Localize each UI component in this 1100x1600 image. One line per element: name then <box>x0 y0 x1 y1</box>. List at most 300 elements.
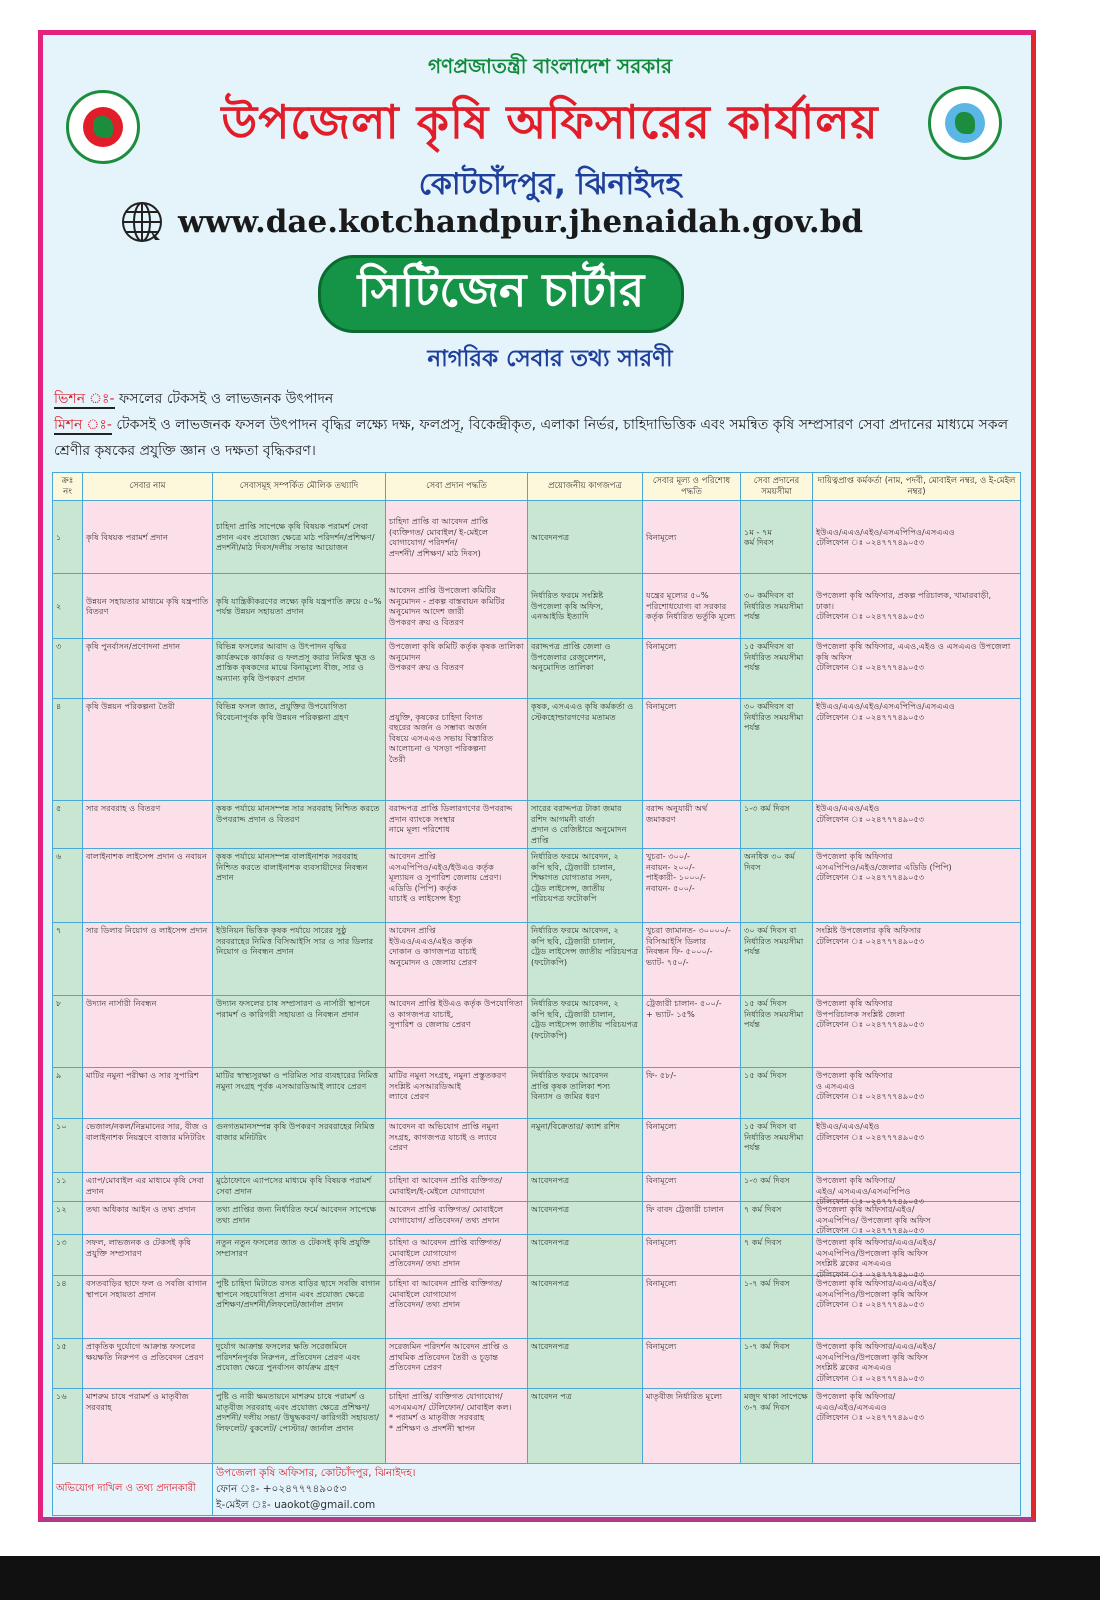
table-cell <box>83 1389 213 1464</box>
cell-service-info: ইউনিয়ন ভিত্তিক কৃষক পর্যায়ে সারের সুষ্ঠু সরবরাহের নিমিত্ত বিসিআইসি সার ও সার ডিলার নিয়োগ ও নিবন্ধন প্রদান <box>216 925 374 956</box>
cell-required-documents: আবেদন পত্র <box>531 1391 572 1401</box>
complaint-contact <box>213 1464 1021 1516</box>
cell-service-info: কৃষক পর্যায়ে মানসম্পন্ন সার সরবরাহ নিশ্চিত করতে উপবরাদ্দ প্রদান ও বিতরণ <box>216 803 380 824</box>
table-cell <box>643 923 741 996</box>
table-cell <box>643 1276 741 1339</box>
table-cell <box>528 699 643 801</box>
table-cell <box>53 1202 83 1235</box>
cell-service-fee: ফি বাবদ ট্রেজারী চালান <box>646 1204 724 1214</box>
table-cell <box>643 1119 741 1173</box>
cell-service-info: বিভিন্ন ফসল জাত, প্রযুক্তির উপযোগিতা বিবেচনাপূর্বক কৃষি উন্নয়ন পরিকল্পনা গ্রহণ <box>216 701 349 722</box>
table-row <box>53 574 1021 639</box>
table-cell <box>643 996 741 1068</box>
cell-required-documents: আবেদনপত্র <box>531 1237 570 1247</box>
table-row <box>53 1339 1021 1389</box>
cell-service-info: পুষ্টি ও নারী ক্ষমতায়নে মাশরুম চাষে পরামর্শ ও মাতৃবীজ সরবরাহ এবং প্রযোজ্য ক্ষেত্রে প্রশিক্ষণ/ প্রদর্শনী/ দলীয় সভা/ উদ্বুদ্ধকরণ/ কারিগরী সহায়তা/ লিফলেট/ বুকলেট/ পোস্টার/ জার্নাল প্রদান <box>216 1391 380 1433</box>
table-cell <box>643 1389 741 1464</box>
table-cell <box>386 923 528 996</box>
table-cell <box>53 1389 83 1464</box>
cell-serial: ১৫ <box>56 1341 67 1351</box>
cell-service-name: প্রাকৃতিক দুর্যোগে আক্রান্ত ফসলের ক্ষয়ক্ষতি নিরুপণ ও প্রতিবেদন প্রেরণ <box>86 1341 204 1362</box>
cell-service-method: আবেদন বা অভিযোগ প্রাপ্তি নমুনা সংগ্রহ, কাগজপত্র যাচাই ও ল্যাবে প্রেরণ <box>389 1121 499 1152</box>
table-cell <box>386 1119 528 1173</box>
table-cell <box>213 1276 386 1339</box>
table-cell <box>213 1202 386 1235</box>
table-cell <box>83 501 213 574</box>
table-cell <box>741 501 813 574</box>
table-cell <box>813 1339 1021 1389</box>
cell-service-info: বিভিন্ন ফসলের আবাদ ও উৎপাদন বৃদ্ধির কার্যক্রমকে কার্যকর ও ফলপ্রসূ করার নিমিত্ত ক্ষুদ্র ও প্রান্তিক কৃষকদের মাঝে বিনামূল্যে বীজ, সার ও অন্যান্য কৃষি উপকরণ প্রদান <box>216 641 376 683</box>
cell-service-method: বরাদ্দপত্র প্রাপ্তি ডিলারগণের উপবরাদ্দ প্রদান ব্যাংকে সংস্থার নামে মূল্য পরিশোধ <box>389 803 513 834</box>
table-cell <box>386 639 528 699</box>
table-cell <box>213 996 386 1068</box>
cell-service-fee: ফি- ৫৮/- <box>646 1070 677 1080</box>
cell-service-info: উদ্যান ফসলের চাষ সম্প্রসারণ ও নার্সারী স্থাপনে পরামর্শ ও কারিগরী সহায়তা ও নিবন্ধন প্রদান <box>216 998 370 1019</box>
table-cell <box>528 1119 643 1173</box>
table-cell <box>741 699 813 801</box>
contact-office: উপজেলা কৃষি অফিসার, কোটচাঁদপুর, ঝিনাইদহ। <box>216 1467 416 1479</box>
cell-service-fee: যন্ত্রের মূল্যের ৫০% পরিশোধযোগ্য বা সরকার কর্তৃক নির্ধারিত ভর্তুকি মূল্যে <box>646 590 736 622</box>
table-cell <box>813 801 1021 849</box>
cell-service-info: গুনগতমানসম্পন্ন কৃষি উপকরণ সরবরাহের নিমিত্ত বাজার মনিটরিং <box>216 1121 375 1142</box>
table-cell <box>213 501 386 574</box>
table-cell <box>83 1202 213 1235</box>
cell-service-name: উন্নয়ন সহায়তার মাধ্যমে কৃষি যন্ত্রপাতি বিতরণ <box>86 595 209 616</box>
header-serial: ক্রঃ নং <box>53 473 83 501</box>
contact-phone[interactable]: ফোন ঃ- +০২৪৭৭৭৪৯০৫৩ <box>216 1482 347 1495</box>
cell-responsible-officer: উপজেলা কৃষি অফিসার উপপরিচালক সংশ্লিষ্ট জেলা টেলিফোন ঃ ০২৪৭৭৭৪৯০৫৩ <box>816 998 925 1029</box>
cell-service-info: তথ্য প্রাপ্তির জন্য নির্ধারিত ফর্মে আবেদন সাপেক্ষে তথ্য প্রদান <box>216 1204 377 1225</box>
cell-service-fee: বরাদ্দ অনুযায়ী অর্থ জমাকরণ <box>646 803 708 824</box>
cell-required-documents: বরাদ্দপত্র প্রাপ্তি জেলা ও উপজেলার রেজুলেশন, অনুমোদিত তালিকা <box>531 641 611 672</box>
cell-service-method: উপজেলা কৃষি কমিটি কর্তৃক কৃষক তালিকা অনুমোদন উপকরণ ক্রয় ও বিতরণ <box>389 641 524 672</box>
cell-time-limit: ৩০ কর্মদিবস বা নির্ধারিত সময়সীমা পর্যন্ত <box>744 701 804 732</box>
table-cell <box>53 1235 83 1276</box>
table-cell <box>386 501 528 574</box>
cell-time-limit: ৭ কর্ম দিবস <box>744 1204 782 1214</box>
cell-service-name: বালাইনাশক লাইসেন্স প্রদান ও নবায়ন <box>86 851 208 861</box>
cell-responsible-officer: উপজেলা কৃষি অফিসার/এএও/এইও/ এসএপিপিও/উপজেলা কৃষি অফিস সংশ্লিষ্ট ব্লকের এসএএও টেলিফোন ঃ ০২৪৭৭৭৪৯০৫৩ <box>816 1341 936 1383</box>
cell-service-info: কৃষি যান্ত্রিকীকরণের লক্ষ্যে কৃষি যন্ত্রপাতি ক্রয়ে ৫০% পর্যন্ত উন্নয়ন সহায়তা প্রদান <box>216 595 382 616</box>
mission-label: মিশন ঃ- <box>54 417 112 433</box>
cell-time-limit: ১-৩ কর্ম দিবস <box>744 803 790 813</box>
table-row <box>53 1119 1021 1173</box>
table-cell <box>386 1202 528 1235</box>
website-url[interactable]: www.dae.kotchandpur.jhenaidah.gov.bd <box>178 204 864 240</box>
cell-serial: ১১ <box>56 1175 67 1185</box>
cell-serial: ১৬ <box>56 1391 67 1401</box>
cell-service-method: প্রযুক্তি, কৃষকের চাহিদা বিগত বছরের অর্জন ও সম্ভাব্য অর্জন বিষয়ে এসএএও সভায় বিস্তারিত আলোচনা ও খসড়া পরিকল্পনা তৈরী <box>389 711 494 764</box>
website-line <box>120 200 863 244</box>
table-cell <box>213 1119 386 1173</box>
table-cell <box>213 923 386 996</box>
table-cell <box>741 1339 813 1389</box>
table-cell <box>528 996 643 1068</box>
table-cell <box>813 1173 1021 1206</box>
table-cell <box>386 1235 528 1276</box>
table-cell <box>528 1235 643 1276</box>
table-cell <box>741 1068 813 1119</box>
cell-time-limit: ১৫ কর্মদিবস বা নির্ধারিত সময়সীমা পর্যন্ত <box>744 641 804 672</box>
table-cell <box>813 1119 1021 1173</box>
cell-service-fee: মাতৃবীজ নির্ধারিত মূল্যে <box>646 1391 722 1401</box>
table-cell <box>53 1276 83 1339</box>
cell-service-name: কৃষি উন্নয়ন পরিকল্পনা তৈরী <box>86 701 175 711</box>
cell-service-fee: বিনামূল্যে <box>646 1278 677 1288</box>
cell-service-name: সার ডিলার নিয়োগ ও লাইসেন্স প্রদান <box>86 925 208 935</box>
cell-serial: ৩ <box>56 641 62 651</box>
cell-service-fee: বিনামূল্যে <box>646 641 677 651</box>
cell-service-name: উদ্যান নার্সারী নিবন্ধন <box>86 998 157 1008</box>
cell-required-documents: আবেদনপত্র <box>531 1175 570 1185</box>
cell-required-documents: আবেদনপত্র <box>531 1278 570 1288</box>
table-cell <box>213 1173 386 1202</box>
table-cell <box>813 639 1021 699</box>
table-cell <box>528 1202 643 1235</box>
table-row <box>53 639 1021 699</box>
table-cell <box>741 1389 813 1464</box>
table-cell <box>53 1339 83 1389</box>
table-cell <box>386 1389 528 1464</box>
table-cell <box>83 574 213 639</box>
cell-responsible-officer: উপজেলা কৃষি অফিসার/ এএও/এইও/এসএএও টেলিফোন ঃ ০২৪৭৭৭৪৯০৫৩ <box>816 1391 925 1422</box>
table-cell <box>53 1173 83 1202</box>
cell-service-method: আবেদন প্রাপ্তি এসএপিপিও/এইও/ইউএও কর্তৃক মূল্যায়ন ও সুপারিশ জেলায় প্রেরণ। এডিডি (পিপি) কর্তৃক যাচাই ও লাইসেন্স ইস্যু <box>389 851 502 903</box>
office-location: কোটচাঁদপুর, ঝিনাইদহ <box>418 167 682 202</box>
table-cell <box>741 996 813 1068</box>
table-cell <box>53 923 83 996</box>
office-title: উপজেলা কৃষি অফিসারের কার্যালয় <box>221 95 879 149</box>
cell-serial: ১২ <box>56 1204 67 1214</box>
cell-time-limit: ১৫ কর্ম দিবস বা নির্ধারিত সময়সীমা পর্যন্ত <box>744 1121 804 1152</box>
table-cell <box>83 801 213 849</box>
table-cell <box>83 1235 213 1276</box>
table-cell <box>53 1119 83 1173</box>
cell-service-name: কৃষি পুনর্বাসন/প্রণোদনা প্রদান <box>86 641 181 651</box>
table-cell <box>386 1068 528 1119</box>
header-service-fee: সেবার মূল্য ও পরিশোধ পদ্ধতি <box>643 473 741 501</box>
table-row <box>53 849 1021 923</box>
table-cell <box>813 501 1021 574</box>
cell-required-documents: কৃষক, এসএএও কৃষি কর্মকর্তা ও স্টেকহোল্ডারগণের মতামত <box>531 701 634 722</box>
table-cell <box>83 639 213 699</box>
table-cell <box>53 849 83 923</box>
cell-serial: ৭ <box>56 925 62 935</box>
cell-responsible-officer: উপজেলা কৃষি অফিসার এসএপিপিও/এইও/জেলার এডিডি (পিপি) টেলিফোন ঃ ০২৪৭৭৭৪৯০৫৩ <box>816 851 952 882</box>
cell-service-fee: খুচরা- ৩০০/- নবায়ন- ২০০/- পাইকারী- ১০০০/- নবায়ন- ৫০০/- <box>646 851 706 893</box>
table-cell <box>643 1173 741 1202</box>
header-service-info: সেবাসমূহ সম্পর্কিত মৌলিক তথ্যাদি <box>213 473 386 501</box>
cell-responsible-officer: ইউএও/এএও/এইও/এসএপিপিও/এসএএও টেলিফোন ঃ ০২৪৭৭৭৪৯০৫৩ <box>816 526 955 547</box>
cell-service-method: মাটির নমুনা সংগ্রহ, নমুনা প্রস্তুতকরণ সংশ্লিষ্ট এসআরডিআই ল্যাবে প্রেরণ <box>389 1070 507 1101</box>
complaint-contact-row <box>53 1464 1021 1516</box>
table-row <box>53 923 1021 996</box>
cell-time-limit: ১-৭ কর্ম দিবস <box>744 1341 790 1351</box>
contact-email[interactable]: ই-মেইল ঃ- uaokot@gmail.com <box>216 1498 376 1511</box>
cell-serial: ১৪ <box>56 1278 67 1288</box>
vision-label: ভিশন ঃ- <box>54 391 115 407</box>
table-cell <box>528 1276 643 1339</box>
table-cell <box>741 923 813 996</box>
table-cell <box>53 801 83 849</box>
cell-required-documents: আবেদনপত্র <box>531 1341 570 1351</box>
table-row <box>53 501 1021 574</box>
cell-serial: ৮ <box>56 998 62 1008</box>
cell-responsible-officer: ইউএও/এএও/এইও টেলিফোন ঃ ০২৪৭৭৭৪৯০৫৩ <box>816 1121 925 1142</box>
cell-service-fee: বিনামূল্যে <box>646 1121 677 1131</box>
cell-time-limit: ১-৩ কর্ম দিবস <box>744 1175 790 1185</box>
table-cell <box>213 639 386 699</box>
table-cell <box>643 639 741 699</box>
table-cell <box>813 923 1021 996</box>
table-cell <box>813 996 1021 1068</box>
cell-service-info: পুষ্টি চাহিদা মিটাতে বসত বাড়ির ছাদে সবজি বাগান স্থাপনে সহযোগিতা প্রদান এবং প্রযোজ্য ক্ষেত্রে প্রশিক্ষণ/প্রদর্শনী/লিফলেট/জার্নাল প্রদান <box>216 1278 381 1309</box>
cell-time-limit: অনধিক ৩০ কর্ম দিবস <box>744 851 795 872</box>
table-cell <box>83 699 213 801</box>
table-cell <box>741 1276 813 1339</box>
cell-required-documents: আবেদনপত্র <box>531 531 570 542</box>
cell-service-name: সফল, লাভজনক ও টেকসই কৃষি প্রযুক্তি সম্প্রসারণ <box>86 1237 191 1258</box>
table-row <box>53 1173 1021 1202</box>
cell-service-method: চাহিদা প্রাপ্তি বা আবেদন প্রাপ্তি (ব্যক্তিগত/ মোবাইল/ ই-মেইলে যোগাযোগ/ পরিদর্শন/ প্রদর্শনী/ প্রশিক্ষণ/ মাঠ দিবস) <box>389 516 489 558</box>
cell-serial: ১ <box>56 531 62 542</box>
table-cell <box>53 501 83 574</box>
table-header-row <box>53 473 1021 501</box>
cell-required-documents: নির্ধারিত ফরমে আবেদন, ২ কপি ছবি, ট্রেজারী চালান, শিক্ষাগত যোগ্যতার সনদ, ট্রেড লাইসেন্স, জাতীয় পরিচয়পত্র ফটোকপি <box>531 851 619 903</box>
table-cell <box>741 574 813 639</box>
cell-serial: ১৩ <box>56 1237 67 1247</box>
table-cell <box>53 1068 83 1119</box>
cell-time-limit: ৩০ কর্ম দিবস বা নির্ধারিত সময়সীমা পর্যন্ত <box>744 925 804 956</box>
cell-responsible-officer: উপজেলা কৃষি অফিসার ও এসএএও টেলিফোন ঃ ০২৪৭৭৭৪৯০৫৩ <box>816 1070 925 1101</box>
cell-service-fee: বিনামূল্যে <box>646 1237 677 1247</box>
cell-service-name: বসতবাড়ির ছাদে ফল ও সবজি বাগান স্থাপনে সহায়তা প্রদান <box>86 1278 207 1299</box>
table-cell <box>213 849 386 923</box>
table-cell <box>213 1068 386 1119</box>
table-cell <box>528 1339 643 1389</box>
cell-required-documents: নমুনা/বিক্রেতার/ ক্যাশ রশিদ <box>531 1121 620 1131</box>
table-cell <box>53 699 83 801</box>
cell-service-method: আবেদন প্রাপ্তি উপজেলা কমিটির অনুমোদন - প্রকল্প বাস্তবায়ন কমিটির অনুমোদন আদেশ জারী উপকরণ ক্রয় ও বিতরণ <box>389 585 505 627</box>
table-cell <box>643 574 741 639</box>
cell-required-documents: নির্ধারিত ফরমে আবেদন প্রাপ্তি কৃষক তালিকা শস্য বিন্যাস ও জমির ধরণ <box>531 1070 611 1101</box>
table-cell <box>528 801 643 849</box>
table-cell <box>741 1119 813 1173</box>
table-cell <box>386 1173 528 1202</box>
cell-time-limit: ১ম - ৭ম কর্ম দিবস <box>744 526 774 547</box>
table-cell <box>213 1389 386 1464</box>
cell-service-name: মাশরুম চাষে পরামর্শ ও মাতৃবীজ সরবরাহ <box>86 1391 189 1412</box>
mission <box>54 412 1029 464</box>
cell-service-fee: খুচরা জামানত- ৩০০০০/- বিসিআইসি ডিলার নিবন্ধন ফি- ৫০০০/- ভ্যাট- ৭৫০/- <box>646 925 731 967</box>
table-cell <box>53 996 83 1068</box>
table-row <box>53 699 1021 801</box>
cell-service-method: আবেদন প্রাপ্তি ইউএও/এএও/এইও কর্তৃক দোকান ও কাগজপত্র যাচাই অনুমোদন ও জেলায় প্রেরণ <box>389 925 478 967</box>
cell-service-method: আবেদন প্রাপ্তি ইউএও কর্তৃক উপযোগিতা ও কাগজপত্র যাচাই, সুপারিশ ও জেলায় প্রেরণ <box>389 998 523 1029</box>
cell-required-documents: নির্ধারিত ফরমে আবেদন, ২ কপি ছবি, ট্রেজারী চালান, ট্রেড লাইসেন্স জাতীয় পরিচয়পত্র (ফটোকপি) <box>531 998 639 1040</box>
cell-responsible-officer: উপজেলা কৃষি অফিসার/এইও/ এসএপিপিও/ উপজেলা কৃষি অফিস টেলিফোন ঃ ০২৪৭৭৭৪৯০৫৩ <box>816 1204 931 1235</box>
cell-time-limit: ৩০ কর্মদিবস বা নির্ধারিত সময়সীমা পর্যন্ত <box>744 590 804 622</box>
cell-service-method: সরেজমিন পরিদর্শন আবেদন প্রাপ্তি ও প্রাথমিক প্রতিবেদন তৈরী ও চূড়ান্ত প্রতিবেদন প্রেরণ <box>389 1341 509 1372</box>
table-row <box>53 1202 1021 1235</box>
cell-time-limit: মজুদ থাকা সাপেক্ষে ৩-৭ কর্ম দিবস <box>744 1391 808 1412</box>
table-cell <box>741 639 813 699</box>
table-cell <box>528 1068 643 1119</box>
table-cell <box>83 849 213 923</box>
government-name: গণপ্রজাতন্ত্রী বাংলাদেশ সরকার <box>428 54 672 78</box>
header-service-method: সেবা প্রদান পদ্ধতি <box>386 473 528 501</box>
table-cell <box>386 996 528 1068</box>
cell-responsible-officer: উপজেলা কৃষি অফিসার, প্রকল্প পরিচালক, খামারবাড়ী, ঢাকা। টেলিফোন ঃ ০২৪৭৭৭৪৯০৫৩ <box>816 590 992 622</box>
table-cell <box>528 1173 643 1202</box>
table-cell <box>643 849 741 923</box>
table-cell <box>528 849 643 923</box>
cell-service-info: মাটির স্বাস্থ্যসুরক্ষা ও পরিমিত সার ব্যবহারের নিমিত্ত নমুনা সংগ্রহ পূর্বক এসআরডিআই ল্যাবে প্রেরণ <box>216 1070 379 1091</box>
cell-service-name: মাটির নমুনা পরীক্ষা ও সার সুপারিশ <box>86 1070 199 1080</box>
table-cell <box>83 1119 213 1173</box>
cell-service-method: আবেদন প্রাপ্তি ব্যক্তিগত/ মোবাইলে যোগাযোগ/ প্রতিবেদন/ তথ্য প্রদান <box>389 1204 504 1225</box>
table-cell <box>528 923 643 996</box>
cell-service-info: কৃষক পর্যায়ে মানসম্পন্ন বালাইনাশক সরবরাহ নিশ্চিত করতে বালাইনাশক ব্যবসায়ীদের নিবন্ধন প্রদান <box>216 851 368 882</box>
table-cell <box>741 1202 813 1235</box>
cell-service-fee: বিনামূল্যে <box>646 701 677 711</box>
cell-service-method: চাহিদা বা আবেদন প্রাপ্তি ব্যক্তিগত/মোবাইল/ই-মেইলে যোগাযোগ <box>389 1175 503 1196</box>
table-cell <box>528 639 643 699</box>
table-row <box>53 996 1021 1068</box>
header-responsible-officer: দায়িত্বপ্রাপ্ত কর্মকর্তা (নাম, পদবী, মোবাইল নম্বর, ও ই-মেইল নম্বর) <box>813 473 1021 501</box>
cell-time-limit: ১৫ কর্ম দিবস নির্ধারিত সময়সীমা পর্যন্ত <box>744 998 804 1029</box>
table-cell <box>643 1068 741 1119</box>
table-row <box>53 1235 1021 1276</box>
table-cell <box>83 996 213 1068</box>
table-cell <box>813 699 1021 801</box>
mission-text: টেকসই ও লাভজনক ফসল উৎপাদন বৃদ্ধির লক্ষ্যে দক্ষ, ফলপ্রসূ, বিকেন্দ্রীকৃত, এলাকা নির্ভর, চাহিদাভিত্তিক এবং সমন্বিত কৃষি সম্প্রসারণ সেবা প্রদানের মাধ্যমে সকল শ্রেণীর কৃষকের প্রযুক্তি জ্ঞান ও দক্ষতা বৃদ্ধিকরণ। <box>54 417 1009 459</box>
table-cell <box>643 1202 741 1235</box>
table-cell <box>83 1276 213 1339</box>
table-cell <box>643 699 741 801</box>
table-cell <box>643 801 741 849</box>
table-cell <box>83 1339 213 1389</box>
vision <box>54 386 1029 412</box>
cell-service-name: তথ্য অধিকার আইন ও তথ্য প্রদান <box>86 1204 196 1214</box>
cell-service-fee: বিনামূল্যে <box>646 1175 677 1185</box>
cell-time-limit: ১৫ কর্ম দিবস <box>744 1070 787 1080</box>
table-cell <box>213 699 386 801</box>
cell-service-info: দুর্যোগ আক্রান্ত ফসলের ক্ষতি সরেজমিনে পরিদর্শনপূর্বক নিরুপন, প্রতিবেদন প্রেরণ এবং প্রযোজ্য ক্ষেত্রে পুনর্বাসন কার্যক্রম গ্রহণ <box>216 1341 361 1372</box>
cell-service-fee: ট্রেজারী চালান- ৫০০/- + ভ্যাট- ১৫% <box>646 998 722 1019</box>
table-cell <box>386 801 528 849</box>
complaint-label: অভিযোগ দাখিল ও তথ্য প্রদানকারী <box>53 1464 213 1516</box>
table-cell <box>528 1389 643 1464</box>
cell-service-info: নতুন নতুন ফসলের জাত ও টেকসই কৃষি প্রযুক্তি সম্প্রসারণ <box>216 1237 371 1258</box>
cell-service-name: এ্যাপ/মোবাইল এর মাধ্যমে কৃষি সেবা প্রদান <box>86 1175 204 1196</box>
table-row <box>53 801 1021 849</box>
table-cell <box>813 849 1021 923</box>
cell-responsible-officer: উপজেলা কৃষি অফিসার, এএও,এইও ও এসএএও উপজেলা কৃষি অফিস টেলিফোন ঃ ০২৪৭৭৭৪৯০৫৩ <box>816 641 1011 672</box>
header-time-limit: সেবা প্রদানের সময়সীমা <box>741 473 813 501</box>
cell-serial: ৬ <box>56 851 62 861</box>
cell-service-info: চাহিদা প্রাপ্তি সাপেক্ষে কৃষি বিষয়ক পরামর্শ সেবা প্রদান এবং প্রযোজ্য ক্ষেত্রে মাঠ পরিদর্শন/প্রশিক্ষণ/প্রদর্শনী/মাঠ দিবস/দলীয় সভার আয়োজন <box>216 521 375 553</box>
cell-service-method: চাহিদা প্রাপ্তি/ ব্যক্তিগত যোগাযোগ/ এসএমএস/ টেলিফোন/ মোবাইল কল। * পরামর্শ ও মাতৃবীজ সরবরাহ * প্রশিক্ষণ ও প্রদর্শনী স্থাপন <box>389 1391 512 1433</box>
table-cell <box>83 1173 213 1202</box>
cell-service-name: সার সরবরাহ ও বিতরণ <box>86 803 161 813</box>
table-cell <box>813 1276 1021 1339</box>
table-cell <box>386 1339 528 1389</box>
table-cell <box>213 1235 386 1276</box>
table-cell <box>528 501 643 574</box>
subtitle: নাগরিক সেবার তথ্য সারণী <box>427 346 673 372</box>
cell-time-limit: ১-৭ কর্ম দিবস <box>744 1278 790 1288</box>
cell-service-info: মুঠোফোনে এ্যাপসের মাধ্যমে কৃষি বিষয়ক পরামর্শ সেবা প্রদান <box>216 1175 372 1196</box>
cell-required-documents: আবেদনপত্র <box>531 1204 570 1214</box>
table-cell <box>741 1173 813 1202</box>
cell-responsible-officer: উপজেলা কৃষি অফিসার/এএও/এইও/ এসএপিপিও/উপজেলা কৃষি অফিস সংশ্লিষ্ট ব্লকের এসএএও টেলিফোন ঃ ০২৪৭৭৭৪৯০৫৩ <box>816 1237 936 1279</box>
citizen-charter-table <box>52 472 1021 1516</box>
cell-service-method: চাহিদা বা আবেদন প্রাপ্তি ব্যক্তিগত/ মোবাইলে যোগাযোগ প্রতিবেদন/ তথ্য প্রদান <box>389 1278 503 1309</box>
cell-serial: ২ <box>56 600 62 611</box>
cell-service-fee: বিনামূল্যে <box>646 1341 677 1351</box>
globe-icon <box>120 200 164 244</box>
table-cell <box>386 574 528 639</box>
cell-required-documents: সারের বরাদ্দপত্র টাকা জমার রশিদ আগমনী বার্তা প্রদান ও রেজিষ্টারে অনুমোদন প্রাপ্তি <box>531 803 627 845</box>
table-cell <box>83 1068 213 1119</box>
cell-responsible-officer: ইউএও/এএও/এইও টেলিফোন ঃ ০২৪৭৭৭৪৯০৫৩ <box>816 803 925 824</box>
table-cell <box>213 801 386 849</box>
table-cell <box>643 1235 741 1276</box>
table-cell <box>741 1235 813 1276</box>
cell-service-method: চাহিদা ও আবেদন প্রাপ্তি ব্যক্তিগত/ মোবাইলে যোগাযোগ প্রতিবেদন/ তথ্য প্রদান <box>389 1237 502 1268</box>
table-cell <box>386 849 528 923</box>
table-cell <box>813 1389 1021 1464</box>
header-service-name: সেবার নাম <box>83 473 213 501</box>
table-cell <box>386 1276 528 1339</box>
cell-time-limit: ৭ কর্ম দিবস <box>744 1237 782 1247</box>
cell-serial: ৯ <box>56 1070 62 1080</box>
cell-serial: ১০ <box>56 1121 67 1131</box>
cell-responsible-officer: ইউএও/এএও/এইও/এসএপিপিও/এসএএও টেলিফোন ঃ ০২৪৭৭৭৪৯০৫৩ <box>816 701 955 722</box>
table-cell <box>213 574 386 639</box>
bottom-strip <box>0 1556 1100 1600</box>
table-cell <box>741 801 813 849</box>
cell-serial: ৪ <box>56 701 62 711</box>
table-cell <box>528 574 643 639</box>
table-row <box>53 1068 1021 1119</box>
table-cell <box>386 699 528 801</box>
table-cell <box>643 501 741 574</box>
cell-responsible-officer: উপজেলা কৃষি অফিসার/এএও/এইও/ এসএপিপিও/উপজেলা কৃষি অফিস টেলিফোন ঃ ০২৪৭৭৭৪৯০৫৩ <box>816 1278 936 1309</box>
table-cell <box>53 639 83 699</box>
cell-service-fee: বিনামূল্যে <box>646 531 677 542</box>
cell-serial: ৫ <box>56 803 62 813</box>
cell-service-name: কৃষি বিষয়ক পরামর্শ প্রদান <box>86 531 168 542</box>
table-cell <box>741 849 813 923</box>
cell-responsible-officer: উপজেলা কৃষি অফিসার/ এইও/ এসএএও/এসএপিপিও টেলিফোন ঃ ০২৪৭৭৭৪৯০৫৩ <box>816 1175 925 1206</box>
cell-service-name: ভেজাল/নকল/নিম্নমানের সার, বীজ ও বালাইনাশক নিয়ন্ত্রণে বাজার মনিটরিং <box>86 1121 208 1142</box>
cell-required-documents: নির্ধারিত ফরমে সংশ্লিষ্ট উপজেলা কৃষি অফিস, এনআইডি ইত্যাদি <box>531 590 604 622</box>
table-row <box>53 1389 1021 1464</box>
table-cell <box>813 1235 1021 1279</box>
vision-text: ফসলের টেকসই ও লাভজনক উৎপাদন <box>119 391 334 407</box>
citizen-charter-badge: সিটিজেন চার্টার <box>318 255 684 333</box>
header-required-documents: প্রয়োজনীয় কাগজপত্র <box>528 473 643 501</box>
table-cell <box>813 1068 1021 1119</box>
table-cell <box>813 574 1021 639</box>
table-cell <box>53 574 83 639</box>
table-cell <box>83 923 213 996</box>
table-cell <box>643 1339 741 1389</box>
table-cell <box>213 1339 386 1389</box>
table-row <box>53 1276 1021 1339</box>
